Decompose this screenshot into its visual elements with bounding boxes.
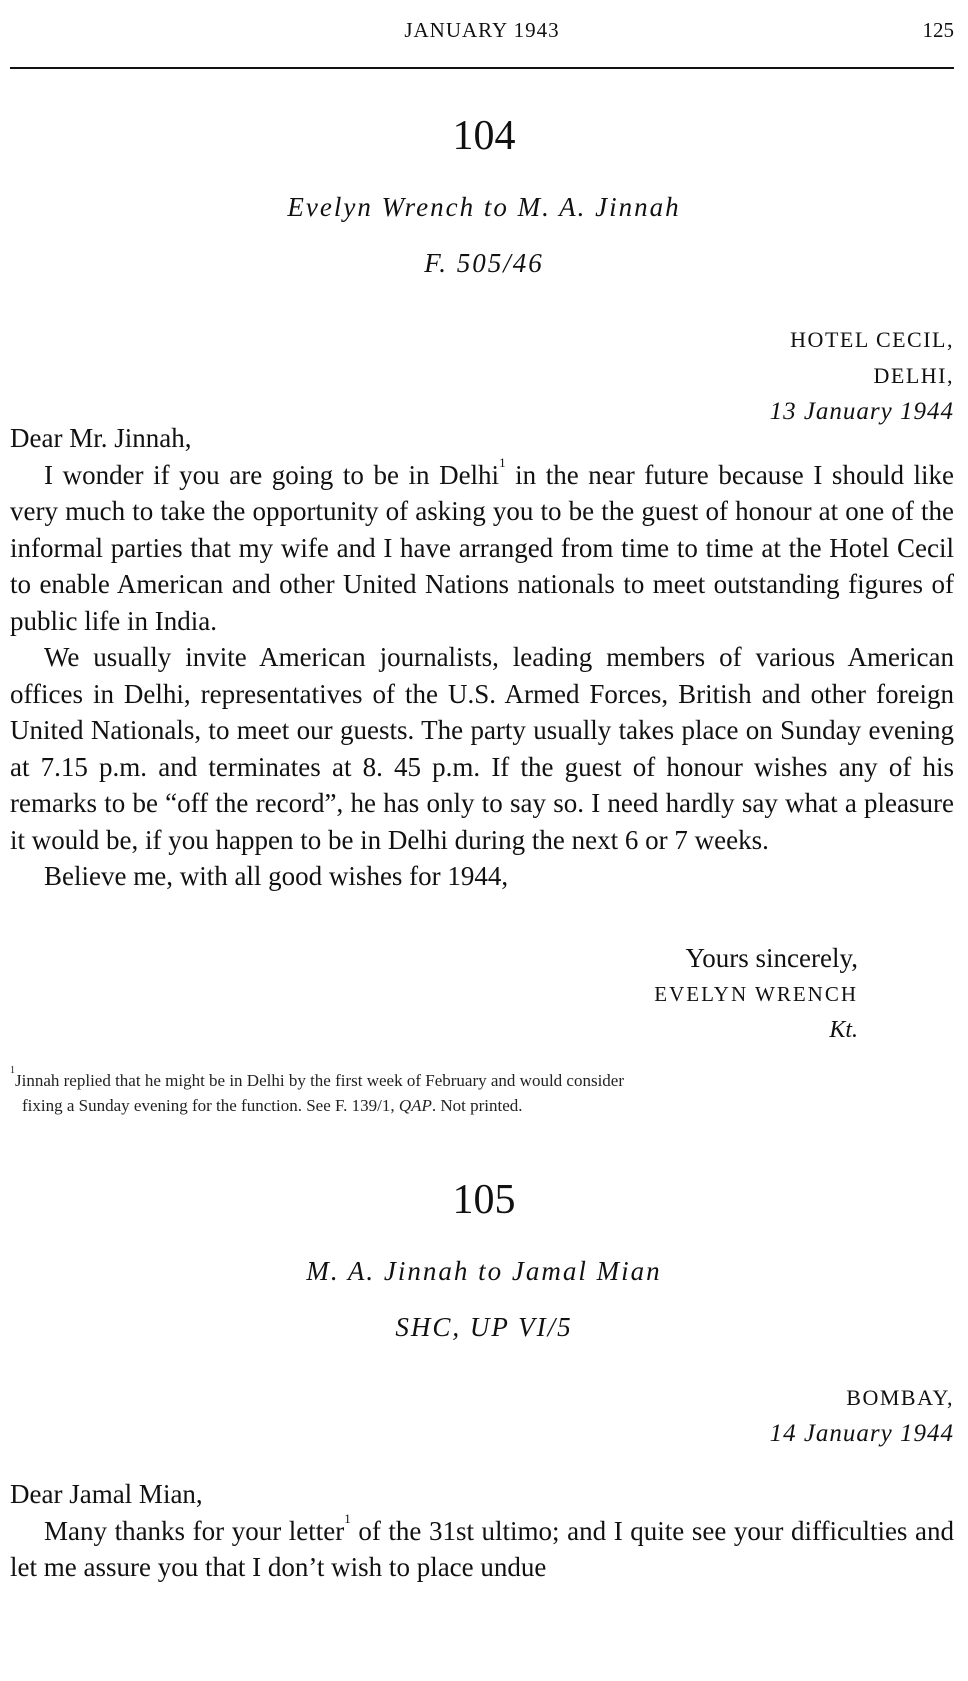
paragraph-104-3: Believe me, with all good wishes for 1944, [44, 861, 509, 891]
letter-address-105 [770, 1380, 954, 1452]
paragraph-105-1: Many thanks for your letter$^1$ of the 31st ultimo; and I quite see your difficulties and let me assure you that I don’t wish to place undue [10, 1510, 955, 1582]
letter-date-104: 13 January 1944 [769, 398, 954, 425]
address-line-hotel: HOTEL CECIL, [790, 327, 954, 352]
letter-body-105 [10, 1476, 954, 1586]
signature-block-104 [654, 940, 858, 1048]
letter-body-104 [10, 420, 954, 895]
paragraph-104-1: I wonder if you are going to be in Delhi$^1$ in the near future because I should like very much to take the opportunity of asking you to be the guest of honour at one of the informal parties that my wife and I have arranged from time to time at the Hotel Cecil to enable American and other United Nations nationals to meet outstanding figures of public life in India. [10, 454, 955, 636]
signatory-name-104: EVELYN WRENCH [654, 982, 858, 1006]
page-number: 125 [922, 18, 954, 42]
footnote-104: $^1$Jinnah replied that he might be in Delhi by the first week of February and would consider fixing a Sunday evening for the function. See F. 139/1, QAP. Not printed. [10, 1065, 625, 1115]
salutation-104: Dear Mr. Jinnah, [10, 423, 192, 453]
paragraph-104-2: We usually invite American journalists, leading members of various American offices in Delhi, representatives of the U.S. Armed Forces, British and other foreign United Nationals, to meet our guests. The party usually takes place on Sunday evening at 7.15 p.m. and terminates at 8. 45 p.m. If the guest of honour wishes any of his remarks to be “off the record”, he has only to say so. I need hardly say what a pleasure it would be, if you happen to be in Delhi during the next 6 or 7 weeks. [10, 642, 954, 855]
footnote-ref: 1 [499, 454, 506, 470]
address-line-city: DELHI, [873, 363, 954, 388]
signatory-suffix-104: Kt. [829, 1017, 858, 1043]
running-head [10, 18, 954, 48]
header-rule [10, 67, 954, 69]
document-number-105: 105 [452, 1177, 516, 1223]
closing-104: Yours sincerely, [685, 943, 858, 973]
document-reference-104: F. 505/46 [424, 248, 544, 278]
letter-date-105: 14 January 1944 [769, 1420, 954, 1447]
document-number-104: 104 [452, 113, 516, 159]
letter-address-104 [770, 322, 954, 430]
footnote-ref: 1 [344, 1510, 351, 1526]
document-reference-105: SHC, UP VI/5 [395, 1312, 573, 1342]
address-line-city-105: BOMBAY, [846, 1385, 954, 1410]
document-title-104: Evelyn Wrench to M. A. Jinnah [287, 192, 681, 222]
salutation-105: Dear Jamal Mian, [10, 1479, 203, 1509]
running-title: JANUARY 1943 [404, 18, 560, 42]
document-title-105: M. A. Jinnah to Jamal Mian [306, 1256, 662, 1286]
